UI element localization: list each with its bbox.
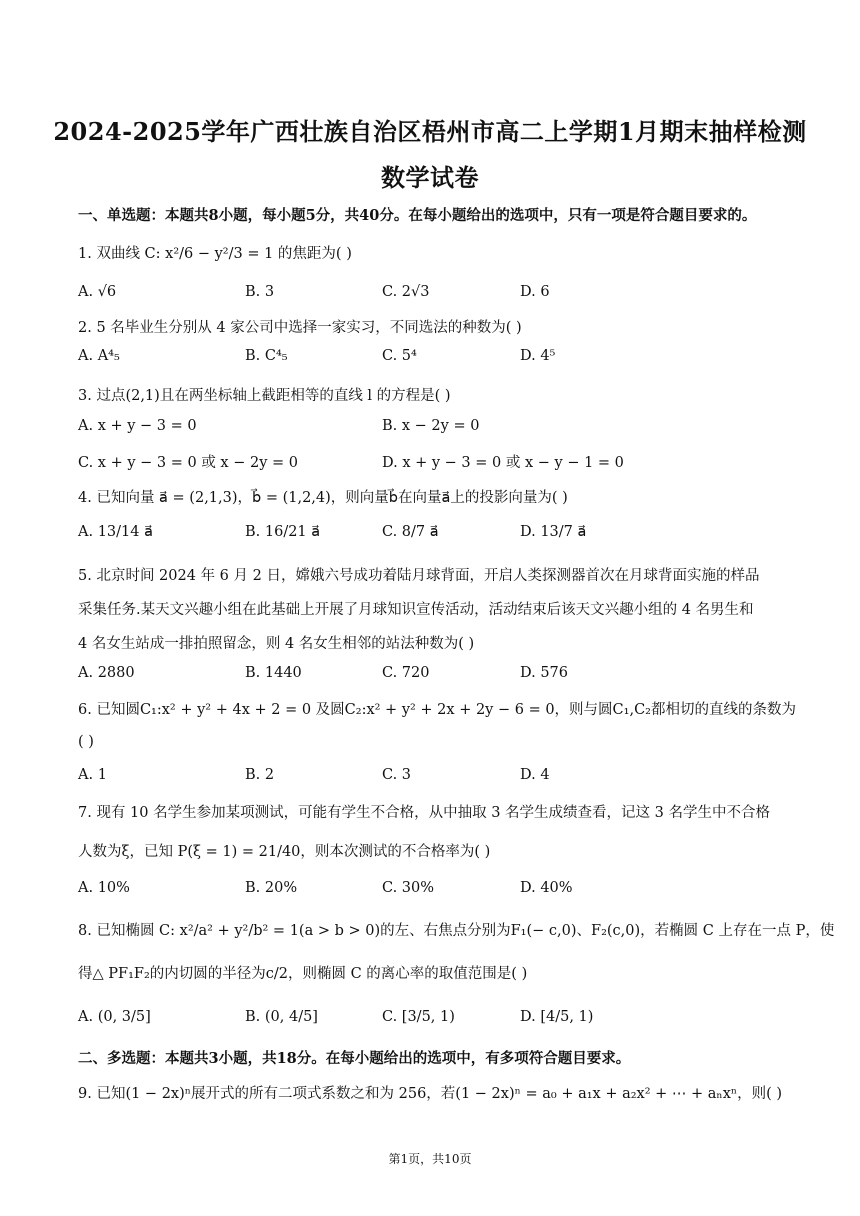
question-8-option-d: D. [4/5, 1) — [520, 1009, 594, 1025]
question-4-stem: 4. 已知向量 a⃗ = (2,1,3)，b⃗ = (1,2,4)，则向量b⃗在向量a⃗上的投影向量为( ) — [78, 490, 568, 506]
question-5-option-c: C. 720 — [382, 665, 430, 681]
question-6-option-b: B. 2 — [245, 767, 275, 783]
question-6-stem-line1: 6. 已知圆C₁:x² + y² + 4x + 2 = 0 及圆C₂:x² + y² + 2x + 2y − 6 = 0，则与圆C₁,C₂都相切的直线的条数为 — [78, 702, 796, 718]
question-7-option-d: D. 40% — [520, 880, 573, 896]
question-2-option-b: B. C⁴₅ — [245, 348, 288, 364]
question-7-stem-line2: 人数为ξ，已知 P(ξ = 1) = 21/40，则本次测试的不合格率为( ) — [78, 844, 491, 860]
question-5-option-a: A. 2880 — [78, 665, 135, 681]
question-9-stem: 9. 已知(1 − 2x)ⁿ展开式的所有二项式系数之和为 256，若(1 − 2x)ⁿ = a₀ + a₁x + a₂x² + ⋯ + aₙxⁿ，则( ) — [78, 1086, 783, 1102]
question-3-option-b: B. x − 2y = 0 — [382, 418, 480, 434]
question-7-option-a: A. 10% — [78, 880, 130, 896]
question-4-option-b: B. 16/21 a⃗ — [245, 524, 321, 540]
question-1-stem: 1. 双曲线 C: x²/6 − y²/3 = 1 的焦距为( ) — [78, 246, 352, 262]
question-2-option-a: A. A⁴₅ — [78, 348, 120, 364]
question-7-stem-line1: 7. 现有 10 名学生参加某项测试，可能有学生不合格，从中抽取 3 名学生成绩查看，记这 3 名学生中不合格 — [78, 805, 770, 821]
question-5-stem-line1: 5. 北京时间 2024 年 6 月 2 日，嫦娥六号成功着陆月球背面，开启人类探测器首次在月球背面实施的样品 — [78, 568, 760, 584]
question-6-option-d: D. 4 — [520, 767, 550, 783]
question-6-option-c: C. 3 — [382, 767, 412, 783]
question-6-stem-line2: ( ) — [78, 734, 94, 750]
question-7-option-c: C. 30% — [382, 880, 435, 896]
question-8-option-c: C. [3/5, 1) — [382, 1009, 455, 1025]
page-title-line2: 数学试卷 — [381, 163, 479, 192]
question-5-stem-line3: 4 名女生站成一排拍照留念，则 4 名女生相邻的站法种数为( ) — [78, 636, 475, 652]
question-8-stem-line1: 8. 已知椭圆 C: x²/a² + y²/b² = 1(a > b > 0)的左、右焦点分别为F₁(− c,0)、F₂(c,0)，若椭圆 C 上存在一点 P，使 — [78, 923, 835, 939]
question-4-option-d: D. 13/7 a⃗ — [520, 524, 587, 540]
question-3-stem: 3. 过点(2,1)且在两坐标轴上截距相等的直线 l 的方程是( ) — [78, 388, 451, 404]
question-3-option-c: C. x + y − 3 = 0 或 x − 2y = 0 — [78, 455, 298, 471]
question-2-option-d: D. 4⁵ — [520, 348, 556, 364]
question-1-option-d: D. 6 — [520, 284, 550, 300]
question-7-option-b: B. 20% — [245, 880, 298, 896]
question-3-option-a: A. x + y − 3 = 0 — [78, 418, 197, 434]
question-8-option-a: A. (0, 3/5] — [78, 1009, 151, 1025]
section-heading-multiple-choice: 二、多选题：本题共3小题，共18分。在每小题给出的选项中，有多项符合题目要求。 — [78, 1050, 631, 1067]
question-8-stem-line2: 得△ PF₁F₂的内切圆的半径为c/2，则椭圆 C 的离心率的取值范围是( ) — [78, 966, 528, 982]
question-6-option-a: A. 1 — [78, 767, 107, 783]
question-1-option-c: C. 2√3 — [382, 284, 430, 300]
question-5-option-d: D. 576 — [520, 665, 569, 681]
question-4-option-a: A. 13/14 a⃗ — [78, 524, 153, 540]
page-title-line1: 2024-2025学年广西壮族自治区梧州市高二上学期1月期末抽样检测 — [53, 117, 807, 146]
question-8-option-b: B. (0, 4/5] — [245, 1009, 318, 1025]
question-3-option-d: D. x + y − 3 = 0 或 x − y − 1 = 0 — [382, 455, 624, 471]
section-heading-single-choice: 一、单选题：本题共8小题，每小题5分，共40分。在每小题给出的选项中，只有一项是符合题目要求的。 — [78, 207, 757, 224]
question-5-option-b: B. 1440 — [245, 665, 302, 681]
question-5-stem-line2: 采集任务.某天文兴趣小组在此基础上开展了月球知识宣传活动，活动结束后该天文兴趣小组的 4 名男生和 — [78, 602, 754, 618]
question-2-option-c: C. 5⁴ — [382, 348, 417, 364]
question-1-option-a: A. √6 — [78, 284, 117, 300]
question-2-stem: 2. 5 名毕业生分别从 4 家公司中选择一家实习，不同选法的种数为( ) — [78, 320, 522, 336]
question-4-option-c: C. 8/7 a⃗ — [382, 524, 439, 540]
page-footer: 第1页，共10页 — [388, 1152, 472, 1166]
question-1-option-b: B. 3 — [245, 284, 275, 300]
